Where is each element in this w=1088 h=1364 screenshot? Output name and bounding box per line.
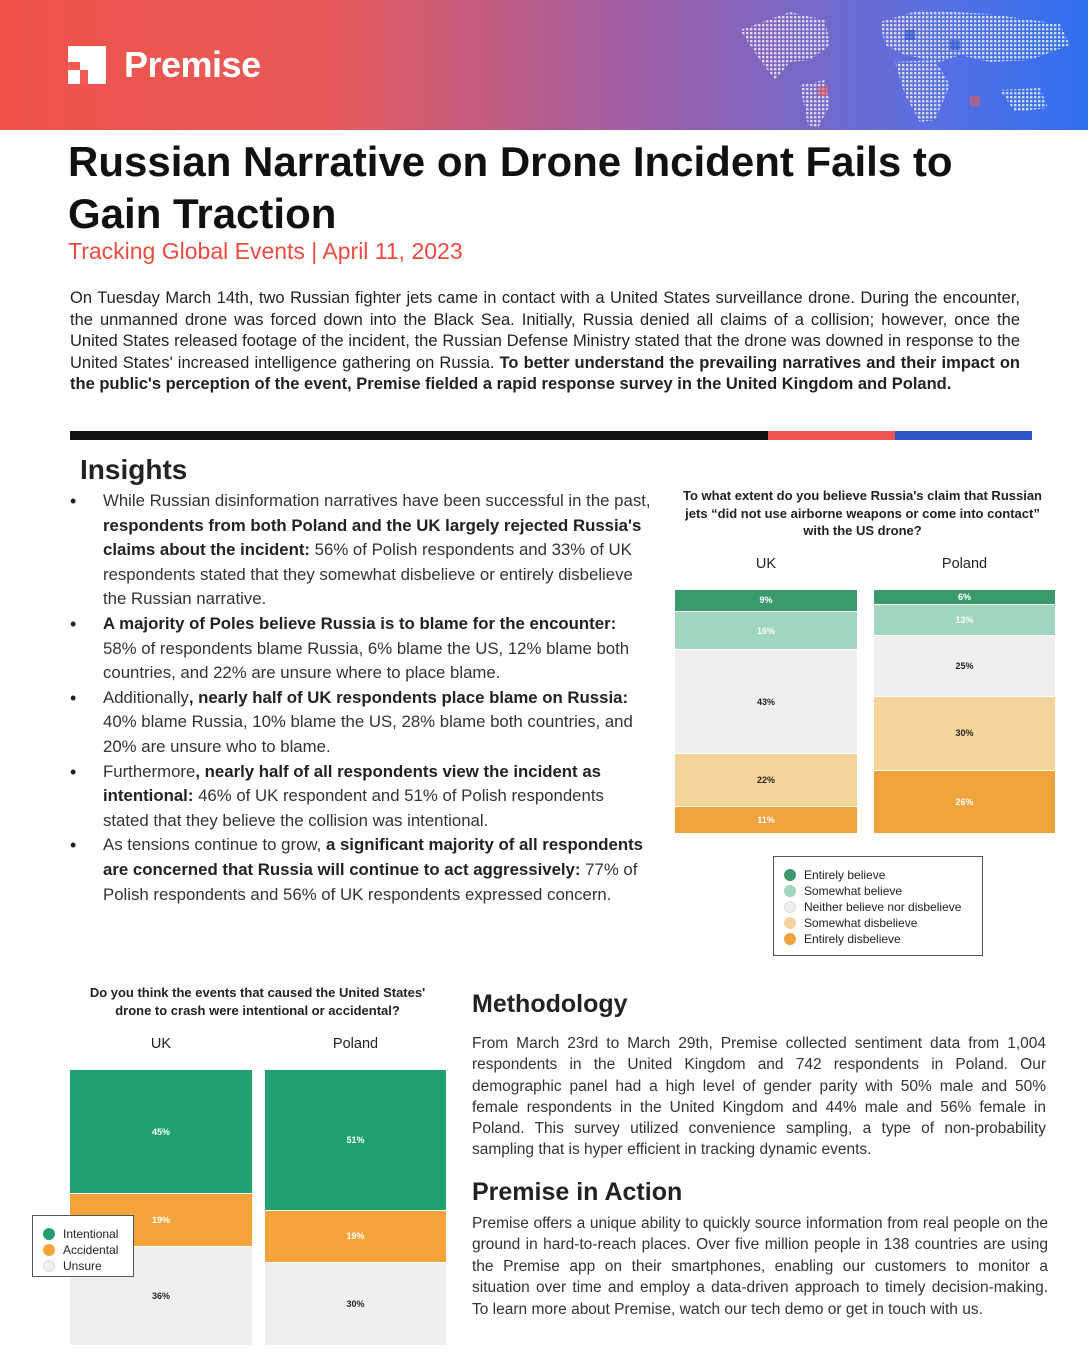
insight-text: 40% blame Russia, 10% blame the US, 28% blame both countries, and 20% are unsure who to blame. (103, 712, 633, 756)
bar-segment (265, 1211, 446, 1262)
action-heading: Premise in Action (472, 1178, 683, 1206)
insights-list (70, 489, 652, 907)
category-label: UK (755, 556, 777, 572)
insight-item (70, 489, 652, 612)
data-label: 26% (955, 796, 974, 807)
intro-bold-text: To better understand the prevailing narratives and their impact on the public's perception of the event, Premise fielded a rapid response survey in the United Kingdom and Poland. (70, 353, 1020, 394)
action-text: Premise offers a unique ability to quickly source information from real people on the ground in hard-to-reach places. Over five million people in 138 countries are using the Premise app on their smartphones, enabling our customers to monitor a situation over time and employ a data-driven approach to timely decision-making. To learn more about Premise, watch our tech demo or get in touch with us. (472, 1215, 1048, 1318)
data-label: 36% (151, 1290, 170, 1301)
insight-text: 46% of UK respondent and 51% of Polish respondents stated that they believe the collision was intentional. (103, 786, 604, 830)
legend-item (43, 1226, 123, 1242)
insight-bold: , nearly half of UK respondents place blame on Russia: (188, 687, 629, 707)
insight-bold: a significant majority of all respondents are concerned that Russia will continue to act aggressively: (103, 835, 643, 879)
bar-segment (265, 1263, 446, 1345)
category-label: Poland (941, 556, 988, 572)
divider-red (768, 431, 895, 440)
insight-item (70, 686, 652, 760)
data-label: 51% (346, 1134, 365, 1145)
insight-bold: A majority of Poles believe Russia is to blame for the encounter: (103, 613, 617, 633)
data-label: 22% (756, 775, 775, 786)
insight-bold: respondents from both Poland and the UK largely rejected Russia's claims about the incident: (103, 515, 642, 560)
legend-swatch (43, 1244, 55, 1256)
legend-item (784, 915, 972, 931)
data-label: 11% (757, 815, 775, 826)
insights-heading: Insights (80, 454, 188, 485)
premise-logo-icon (68, 46, 106, 84)
legend-swatch (784, 869, 796, 881)
chart-title: To what extent do you believe Russia's claim that Russian jets “did not use airborne weapons or come into contact” with the US drone? (683, 488, 1042, 538)
insight-text: Furthermore (103, 761, 196, 781)
insight-text: 58% of respondents blame Russia, 6% blame the US, 12% blame both countries, and 22% are unsure where to place blame. (103, 638, 630, 683)
legend-label: Somewhat believe (804, 884, 903, 898)
category-label: Poland (332, 1036, 379, 1052)
insight-text: 77% of Polish respondents and 56% of UK respondents expressed concern. (103, 859, 638, 904)
chart-title: Do you think the events that caused the United States' drone to crash were intentional or accidental? (89, 985, 426, 1018)
intro-text: On Tuesday March 14th, two Russian fighter jets came in contact with a United States surveillance drone. During the encounter, the unmanned drone was forced down into the Black Sea. Initially, Russia denied all claims of a collision; however, once the United States released footage of the incident, the Russian Defense Ministry stated that the drone was downed in response to the United States' increased intelligence gathering on Russia. (70, 289, 1020, 372)
legend-label: Accidental (63, 1243, 119, 1257)
legend-swatch (43, 1260, 55, 1272)
page-subtitle: Tracking Global Events | April 11, 2023 (68, 238, 463, 264)
data-label: 45% (151, 1126, 170, 1137)
divider-black (70, 431, 768, 440)
legend-item (784, 931, 972, 947)
legend-item (43, 1258, 123, 1274)
legend-swatch (784, 917, 796, 929)
bar-segment (874, 636, 1055, 696)
legend-label: Neither believe nor disbelieve (804, 900, 962, 914)
methodology-heading: Methodology (472, 990, 628, 1018)
bar-segment (675, 650, 857, 753)
world-map-graphic (730, 0, 1088, 130)
data-label: 25% (955, 661, 974, 672)
bar-segment (265, 1070, 446, 1210)
data-label: 13% (955, 614, 974, 625)
legend-label: Somewhat disbelieve (804, 916, 918, 930)
legend-item (784, 883, 972, 899)
bar-segment (675, 590, 857, 611)
data-label: 19% (151, 1214, 170, 1225)
insight-text: 56% of Polish respondents and 33% of UK respondents stated that they somewhat disbelieve or entirely disbelieve the Russian narrative. (103, 540, 633, 609)
page-title: Russian Narrative on Drone Incident Fails to Gain Traction (68, 138, 953, 237)
bar-segment (675, 754, 857, 806)
data-label: 16% (756, 625, 775, 636)
data-label: 30% (955, 728, 974, 739)
category-label: UK (150, 1036, 172, 1052)
bar-segment (874, 697, 1055, 769)
legend-label: Entirely believe (804, 868, 886, 882)
divider-blue (895, 431, 1032, 440)
data-label: 19% (346, 1231, 365, 1242)
legend-item (784, 899, 972, 915)
data-label: 9% (759, 595, 773, 606)
insight-bold: , nearly half of all respondents view the incident as intentional: (103, 761, 601, 806)
premise-logo[interactable] (68, 44, 261, 86)
intro-paragraph (70, 288, 1020, 396)
data-label: 30% (346, 1299, 365, 1310)
chart-legend (32, 1215, 134, 1277)
legend-swatch (43, 1228, 55, 1240)
legend-label: Intentional (63, 1227, 119, 1241)
insight-item (70, 760, 652, 834)
legend-swatch (784, 885, 796, 897)
legend-label: Entirely disbelieve (804, 932, 901, 946)
bar-segment (70, 1070, 252, 1193)
legend-label: Unsure (63, 1259, 102, 1273)
chart-legend (773, 856, 983, 956)
insight-item (70, 612, 652, 686)
insight-text: While Russian disinformation narratives have been successful in the past, (103, 491, 651, 510)
header-banner (0, 0, 1088, 130)
insight-item (70, 833, 652, 907)
legend-item (43, 1242, 123, 1258)
legend-item (784, 867, 972, 883)
brand-name: Premise (124, 44, 261, 85)
bar-segment (874, 771, 1055, 833)
bar-segment (675, 807, 857, 833)
insight-text: As tensions continue to grow, (103, 835, 326, 855)
bar-segment (874, 590, 1055, 604)
methodology-text: From March 23rd to March 29th, Premise collected sentiment data from 1,004 respondents in the United Kingdom and 742 respondents in Poland. Our demographic panel had a high level of gender parity with 50% male and 50% female respondents in the United Kingdom and 44% male and 56% female in Poland. This survey utilized convenience sampling, a type of non-probability sampling that is hyper efficient in tracking dynamic events. (472, 1035, 1046, 1159)
bar-segment (675, 612, 857, 650)
legend-swatch (784, 901, 796, 913)
data-label: 6% (957, 591, 971, 602)
data-label: 43% (756, 696, 775, 707)
bar-segment (874, 605, 1055, 636)
insight-text: Additionally (103, 687, 189, 707)
legend-swatch (784, 933, 796, 945)
